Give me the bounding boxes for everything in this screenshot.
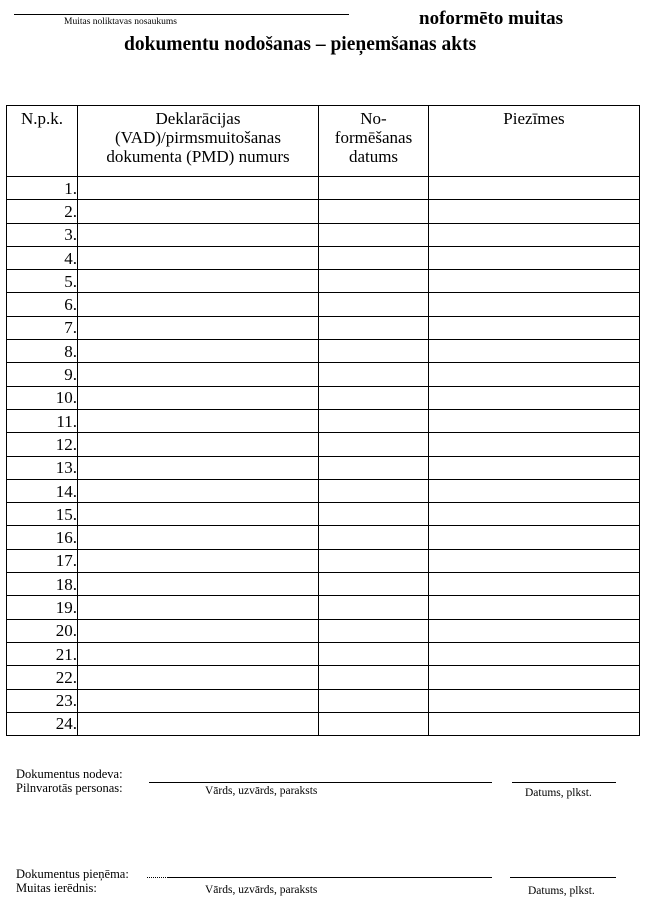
declaration-number-cell[interactable] <box>78 316 319 339</box>
col-header-formalization-date: No- formēšanas datums <box>319 106 429 177</box>
table-row <box>7 363 640 386</box>
handed-name-caption: Vārds, uzvārds, paraksts <box>205 785 318 797</box>
row-number: 8. <box>7 340 78 363</box>
declaration-number-cell[interactable] <box>78 503 319 526</box>
declaration-number-cell[interactable] <box>78 409 319 432</box>
notes-cell[interactable] <box>429 456 640 479</box>
formalization-date-cell[interactable] <box>319 479 429 502</box>
row-number: 23. <box>7 689 78 712</box>
formalization-date-cell[interactable] <box>319 246 429 269</box>
handed-signature-line[interactable] <box>149 782 492 783</box>
table-row <box>7 177 640 200</box>
table-header-row <box>7 106 640 177</box>
formalization-date-cell[interactable] <box>319 316 429 339</box>
row-number: 11. <box>7 409 78 432</box>
handed-over-label: Dokumentus nodeva: <box>16 767 123 781</box>
declaration-number-cell[interactable] <box>78 596 319 619</box>
declaration-number-cell[interactable] <box>78 433 319 456</box>
row-number: 20. <box>7 619 78 642</box>
notes-cell[interactable] <box>429 642 640 665</box>
formalization-date-cell[interactable] <box>319 293 429 316</box>
declaration-number-cell[interactable] <box>78 363 319 386</box>
row-number: 6. <box>7 293 78 316</box>
table-row <box>7 503 640 526</box>
declaration-number-cell[interactable] <box>78 619 319 642</box>
received-signature-line[interactable] <box>168 877 492 878</box>
table-row <box>7 456 640 479</box>
notes-cell[interactable] <box>429 386 640 409</box>
declaration-number-cell[interactable] <box>78 526 319 549</box>
table-row <box>7 200 640 223</box>
formalization-date-cell[interactable] <box>319 549 429 572</box>
notes-cell[interactable] <box>429 246 640 269</box>
declaration-number-cell[interactable] <box>78 340 319 363</box>
declaration-number-cell[interactable] <box>78 177 319 200</box>
notes-cell[interactable] <box>429 573 640 596</box>
notes-cell[interactable] <box>429 177 640 200</box>
declaration-number-cell[interactable] <box>78 270 319 293</box>
table-row <box>7 596 640 619</box>
table-row <box>7 526 640 549</box>
row-number: 18. <box>7 573 78 596</box>
notes-cell[interactable] <box>429 363 640 386</box>
notes-cell[interactable] <box>429 503 640 526</box>
declaration-number-cell[interactable] <box>78 386 319 409</box>
notes-cell[interactable] <box>429 409 640 432</box>
row-number: 15. <box>7 503 78 526</box>
declaration-number-cell[interactable] <box>78 246 319 269</box>
table-row <box>7 689 640 712</box>
table-row <box>7 712 640 735</box>
notes-cell[interactable] <box>429 619 640 642</box>
table-row <box>7 270 640 293</box>
row-number: 17. <box>7 549 78 572</box>
formalization-date-cell[interactable] <box>319 503 429 526</box>
formalization-date-cell[interactable] <box>319 177 429 200</box>
table-row <box>7 223 640 246</box>
formalization-date-cell[interactable] <box>319 666 429 689</box>
declaration-number-cell[interactable] <box>78 200 319 223</box>
declaration-number-cell[interactable] <box>78 573 319 596</box>
table-row <box>7 666 640 689</box>
notes-cell[interactable] <box>429 200 640 223</box>
row-number: 13. <box>7 456 78 479</box>
received-date-line[interactable] <box>510 877 616 878</box>
col-header-npk: N.p.k. <box>7 106 78 177</box>
handed-date-line[interactable] <box>512 782 616 783</box>
row-number: 9. <box>7 363 78 386</box>
table-row <box>7 409 640 432</box>
row-number: 2. <box>7 200 78 223</box>
row-number: 21. <box>7 642 78 665</box>
table-row <box>7 549 640 572</box>
row-number: 22. <box>7 666 78 689</box>
formalization-date-cell[interactable] <box>319 573 429 596</box>
declaration-number-cell[interactable] <box>78 456 319 479</box>
notes-cell[interactable] <box>429 433 640 456</box>
notes-cell[interactable] <box>429 340 640 363</box>
table-row <box>7 316 640 339</box>
formalization-date-cell[interactable] <box>319 363 429 386</box>
formalization-date-cell[interactable] <box>319 456 429 479</box>
notes-cell[interactable] <box>429 293 640 316</box>
table-row <box>7 479 640 502</box>
handed-over-person-label: Pilnvarotās personas: <box>16 781 123 795</box>
row-number: 5. <box>7 270 78 293</box>
notes-cell[interactable] <box>429 479 640 502</box>
table-row <box>7 642 640 665</box>
table-row <box>7 386 640 409</box>
row-number: 16. <box>7 526 78 549</box>
notes-cell[interactable] <box>429 223 640 246</box>
table-body <box>7 177 640 736</box>
received-person-label: Muitas ierēdnis: <box>16 881 97 895</box>
notes-cell[interactable] <box>429 666 640 689</box>
title-right: noformēto muitas <box>419 8 564 29</box>
formalization-date-cell[interactable] <box>319 340 429 363</box>
notes-cell[interactable] <box>429 526 640 549</box>
formalization-date-cell[interactable] <box>319 689 429 712</box>
table-row <box>7 293 640 316</box>
notes-cell[interactable] <box>429 270 640 293</box>
formalization-date-cell[interactable] <box>319 642 429 665</box>
declaration-number-cell[interactable] <box>78 549 319 572</box>
row-number: 12. <box>7 433 78 456</box>
table-row <box>7 433 640 456</box>
received-label: Dokumentus pieņēma: <box>16 867 129 881</box>
row-number: 1. <box>7 177 78 200</box>
formalization-date-cell[interactable] <box>319 200 429 223</box>
table-row <box>7 573 640 596</box>
col-header-notes: Piezīmes <box>429 106 640 177</box>
office-name-caption: Muitas noliktavas nosaukums <box>64 17 177 27</box>
declaration-number-cell[interactable] <box>78 712 319 735</box>
handed-date-caption: Datums, plkst. <box>525 787 592 799</box>
notes-cell[interactable] <box>429 549 640 572</box>
page-title: dokumentu nodošanas – pieņemšanas akts <box>124 34 477 55</box>
table-row <box>7 246 640 269</box>
formalization-date-cell[interactable] <box>319 712 429 735</box>
declaration-number-cell[interactable] <box>78 293 319 316</box>
office-name-line <box>14 14 349 15</box>
row-number: 4. <box>7 246 78 269</box>
row-number: 10. <box>7 386 78 409</box>
formalization-date-cell[interactable] <box>319 386 429 409</box>
row-number: 3. <box>7 223 78 246</box>
notes-cell[interactable] <box>429 689 640 712</box>
formalization-date-cell[interactable] <box>319 270 429 293</box>
documents-table <box>6 105 640 736</box>
table-row <box>7 340 640 363</box>
notes-cell[interactable] <box>429 596 640 619</box>
table-row <box>7 619 640 642</box>
formalization-date-cell[interactable] <box>319 619 429 642</box>
declaration-number-cell[interactable] <box>78 689 319 712</box>
formalization-date-cell[interactable] <box>319 596 429 619</box>
row-number: 19. <box>7 596 78 619</box>
received-date-caption: Datums, plkst. <box>528 885 595 897</box>
row-number: 7. <box>7 316 78 339</box>
formalization-date-cell[interactable] <box>319 526 429 549</box>
formalization-date-cell[interactable] <box>319 433 429 456</box>
col-header-declaration-number: Deklarācijas (VAD)/pirmsmuitošanas dokumenta (PMD) numurs <box>78 106 319 177</box>
received-name-caption: Vārds, uzvārds, paraksts <box>205 884 318 896</box>
row-number: 24. <box>7 712 78 735</box>
notes-cell[interactable] <box>429 712 640 735</box>
formalization-date-cell[interactable] <box>319 223 429 246</box>
declaration-number-cell[interactable] <box>78 642 319 665</box>
declaration-number-cell[interactable] <box>78 479 319 502</box>
declaration-number-cell[interactable] <box>78 666 319 689</box>
declaration-number-cell[interactable] <box>78 223 319 246</box>
formalization-date-cell[interactable] <box>319 409 429 432</box>
notes-cell[interactable] <box>429 316 640 339</box>
row-number: 14. <box>7 479 78 502</box>
